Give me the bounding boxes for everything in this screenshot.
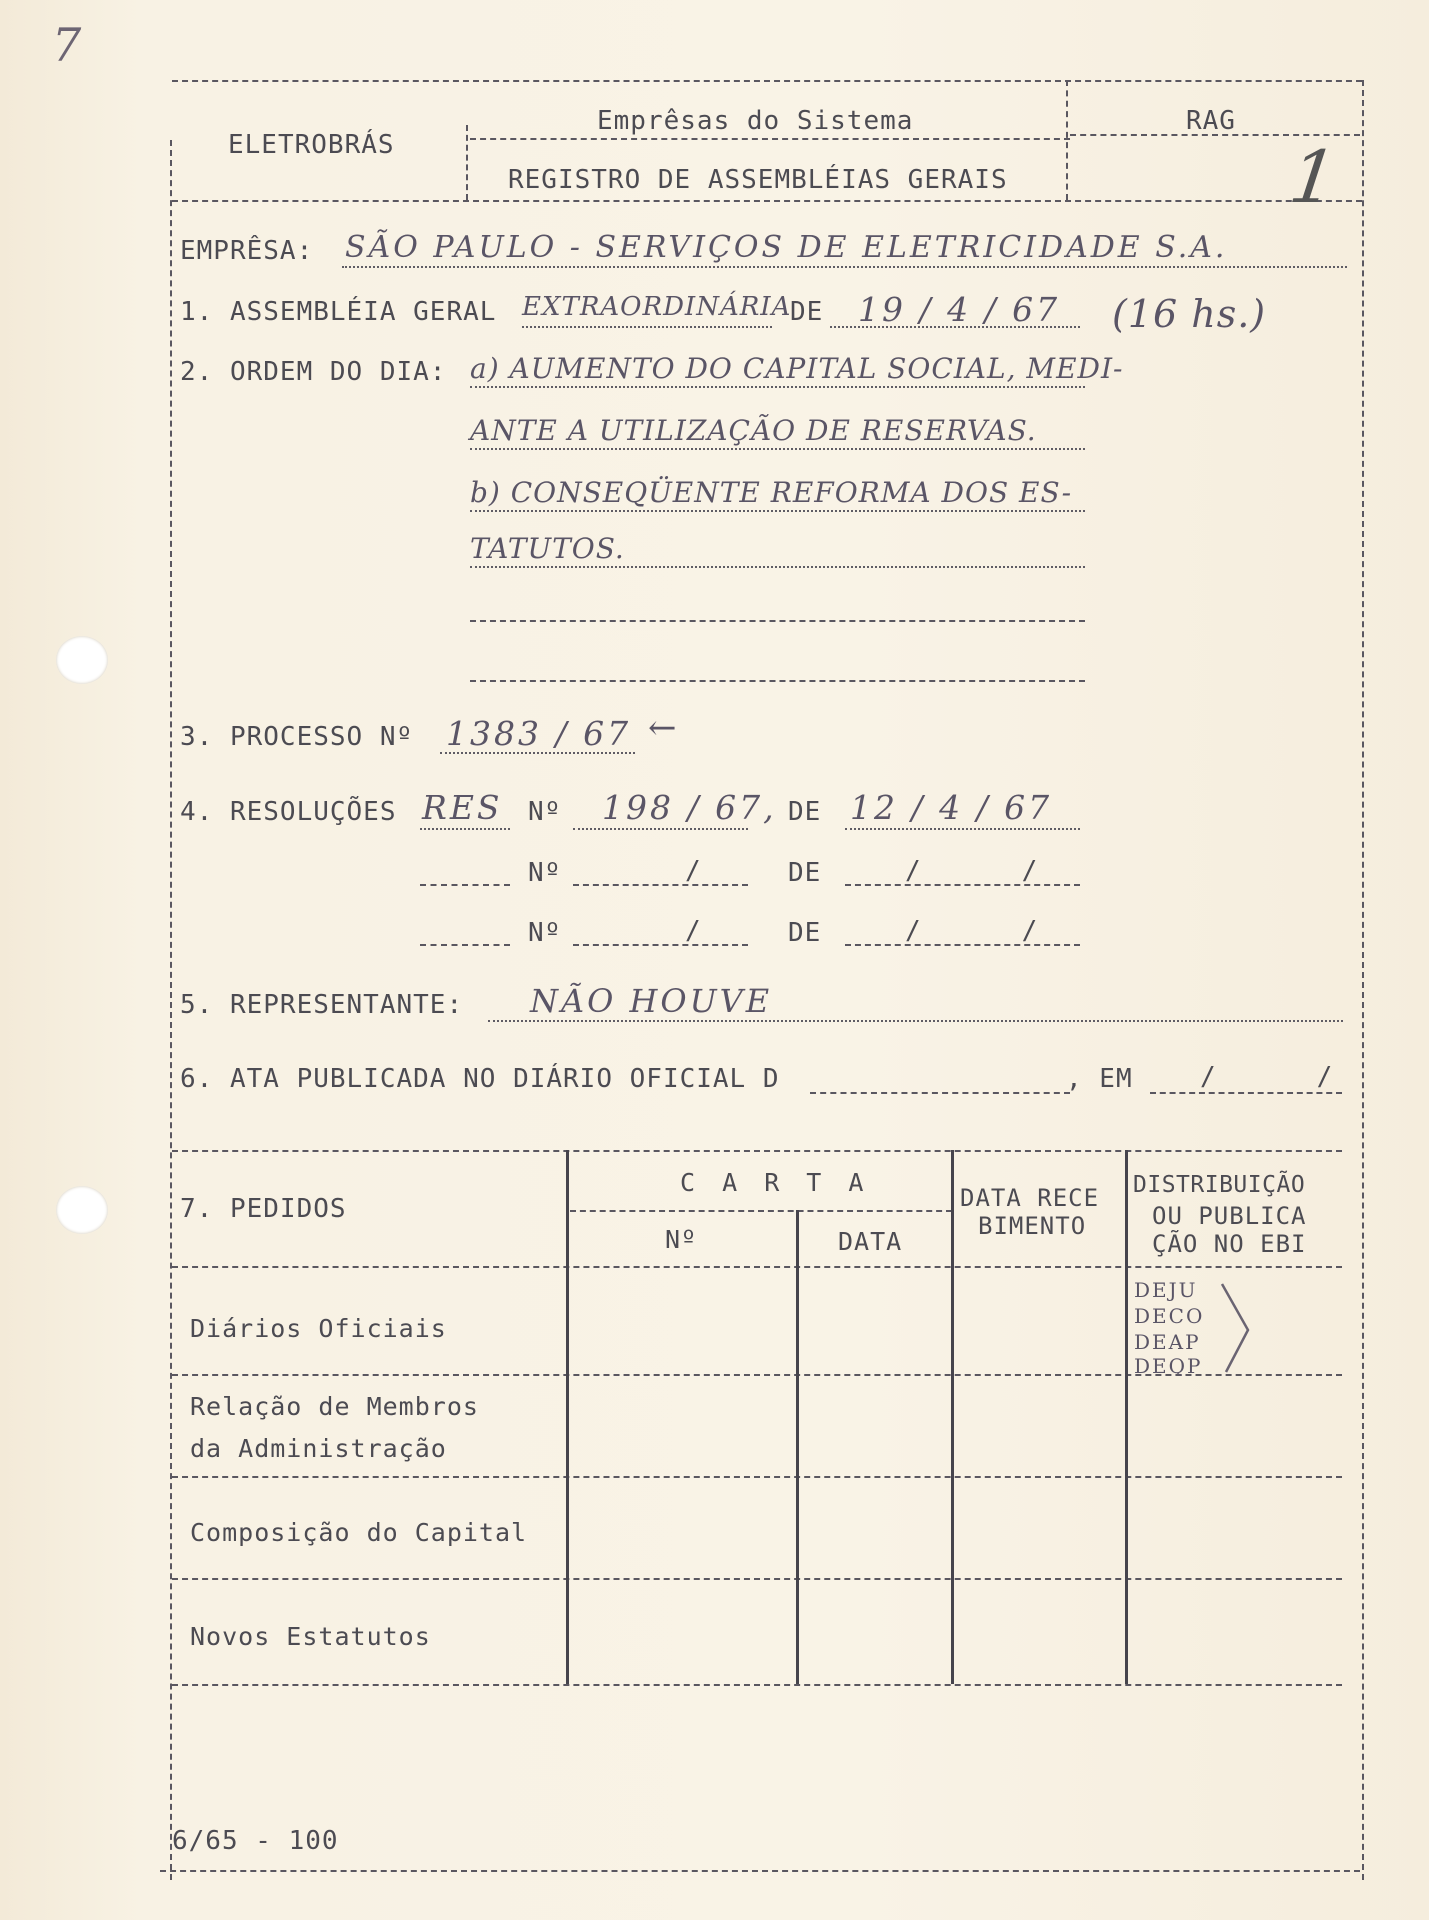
table-col-1 — [566, 1150, 569, 1684]
rag-number: 1 — [1276, 135, 1353, 219]
representante-value: NÃO HOUVE — [530, 982, 773, 1020]
row-novos-estatutos: Novos Estatutos — [190, 1622, 431, 1651]
distribuicao-header-1: DISTRIBUIÇÃO — [1133, 1172, 1306, 1198]
res-row2-data: / / — [905, 856, 1039, 886]
assembleia-de-label: DE — [790, 297, 824, 327]
table-carta-divider — [570, 1210, 952, 1212]
res-row2-tipo-line — [420, 884, 510, 886]
ata-em-value: / / — [1200, 1062, 1334, 1092]
res-row1-numero-line — [573, 828, 748, 830]
recebimento-header-1: DATA RECE — [960, 1184, 1100, 1212]
bracket-icon — [1218, 1280, 1254, 1376]
dist-deju: DEJU — [1134, 1278, 1198, 1302]
assembleia-tipo-line — [522, 326, 772, 328]
punch-hole-top — [56, 636, 108, 684]
res-row3-de-label: DE — [788, 918, 822, 948]
res-row3-data: / / — [905, 916, 1039, 946]
ordem-line-5 — [470, 620, 1085, 622]
res-row2-numero-line — [573, 884, 748, 886]
ordem-label: 2. ORDEM DO DIA: — [180, 357, 447, 387]
corner-mark: 7 — [52, 18, 85, 72]
pedidos-label: 7. PEDIDOS — [180, 1194, 347, 1224]
processo-label: 3. PROCESSO Nº — [180, 722, 414, 752]
ordem-line-4 — [470, 566, 1085, 568]
empresa-label: EMPRÊSA: — [180, 236, 314, 266]
ordem-text-1: a) AUMENTO DO CAPITAL SOCIAL, MEDI- — [470, 352, 1124, 385]
row-relacao-membros-2: da Administração — [190, 1434, 447, 1463]
ordem-text-4: TATUTOS. — [470, 532, 625, 565]
processo-arrow-icon: ← — [648, 708, 680, 748]
row-composicao-capital: Composição do Capital — [190, 1518, 528, 1547]
res-row1-de-label: DE — [788, 797, 822, 827]
assembleia-tipo: EXTRAORDINÁRIA — [522, 292, 792, 322]
res-row1-numero: 198 / 67, — [602, 788, 777, 827]
table-header-bottom — [172, 1266, 1342, 1268]
res-row2-numero: / — [685, 856, 702, 886]
res-row1-tipo: RES — [422, 788, 503, 827]
registro-title: REGISTRO DE ASSEMBLÉIAS GERAIS — [508, 165, 1008, 195]
org-name: ELETROBRÁS — [228, 130, 395, 160]
res-row2-de-label: DE — [788, 858, 822, 888]
res-row1-tipo-line — [420, 828, 510, 830]
table-col-3 — [951, 1150, 954, 1684]
res-row1-data-line — [845, 828, 1080, 830]
sistema-title: Emprêsas do Sistema — [597, 106, 914, 136]
ordem-text-3: b) CONSEQÜENTE REFORMA DOS ES- — [470, 476, 1073, 509]
ordem-line-6 — [470, 680, 1085, 682]
row-relacao-membros-1: Relação de Membros — [190, 1392, 479, 1421]
table-row4-bottom — [172, 1684, 1342, 1686]
ata-diario-line — [810, 1092, 1070, 1094]
header-bottom-border — [172, 200, 1362, 202]
page-bottom-border — [160, 1870, 1360, 1872]
page-right-border — [1362, 80, 1364, 1880]
res-row1-data: 12 / 4 / 67 — [850, 788, 1053, 827]
res-row1-no-label: Nº — [528, 797, 562, 827]
carta-data-header: DATA — [838, 1227, 903, 1256]
empresa-value: SÃO PAULO - SERVIÇOS DE ELETRICIDADE S.A. — [345, 230, 1228, 265]
header-mid-divider — [470, 138, 1070, 140]
row-diarios-oficiais: Diários Oficiais — [190, 1314, 447, 1343]
ordem-line-1 — [470, 386, 1085, 388]
header-vert-1 — [466, 125, 468, 200]
dist-deqp: DEQP — [1134, 1354, 1203, 1378]
resolucoes-label: 4. RESOLUÇÕES — [180, 797, 397, 827]
representante-label: 5. REPRESENTANTE: — [180, 990, 464, 1020]
table-top-border — [172, 1150, 1342, 1152]
res-row3-tipo-line — [420, 944, 510, 946]
form-code: 6/65 - 100 — [172, 1826, 339, 1856]
distribuicao-header-3: ÇÃO NO EBI — [1152, 1230, 1307, 1258]
assembleia-nota: (16 hs.) — [1112, 292, 1267, 336]
table-row2-bottom — [172, 1476, 1342, 1478]
dist-deco: DECO — [1134, 1304, 1205, 1328]
dist-deap: DEAP — [1134, 1330, 1201, 1354]
ata-em-label: , EM — [1066, 1064, 1133, 1094]
recebimento-header-2: BIMENTO — [978, 1212, 1087, 1240]
ordem-text-2: ANTE A UTILIZAÇÃO DE RESERVAS. — [470, 414, 1037, 447]
rag-label: RAG — [1186, 106, 1236, 136]
ordem-line-3 — [470, 510, 1085, 512]
punch-hole-bottom — [56, 1186, 108, 1234]
representante-line — [488, 1020, 1343, 1022]
header-top-border — [172, 80, 1362, 82]
assembleia-label: 1. ASSEMBLÉIA GERAL — [180, 297, 497, 327]
empresa-line — [342, 266, 1347, 268]
ata-em-line — [1150, 1092, 1342, 1094]
res-row2-no-label: Nº — [528, 858, 562, 888]
res-row3-numero-line — [573, 944, 748, 946]
processo-value: 1383 / 67 — [446, 714, 632, 753]
res-row3-no-label: Nº — [528, 918, 562, 948]
distribuicao-header-2: OU PUBLICA — [1152, 1202, 1307, 1230]
table-col-4 — [1125, 1150, 1128, 1684]
ordem-line-2 — [470, 448, 1085, 450]
assembleia-data: 19 / 4 / 67 — [858, 290, 1061, 329]
res-row3-numero: / — [685, 916, 702, 946]
ata-label: 6. ATA PUBLICADA NO DIÁRIO OFICIAL D — [180, 1064, 780, 1094]
header-vert-2 — [1066, 80, 1068, 200]
table-col-2 — [796, 1210, 799, 1684]
carta-no-header: Nº — [665, 1225, 698, 1254]
table-row3-bottom — [172, 1578, 1342, 1580]
carta-header: C A R T A — [680, 1168, 870, 1197]
page-left-border — [170, 140, 172, 1880]
